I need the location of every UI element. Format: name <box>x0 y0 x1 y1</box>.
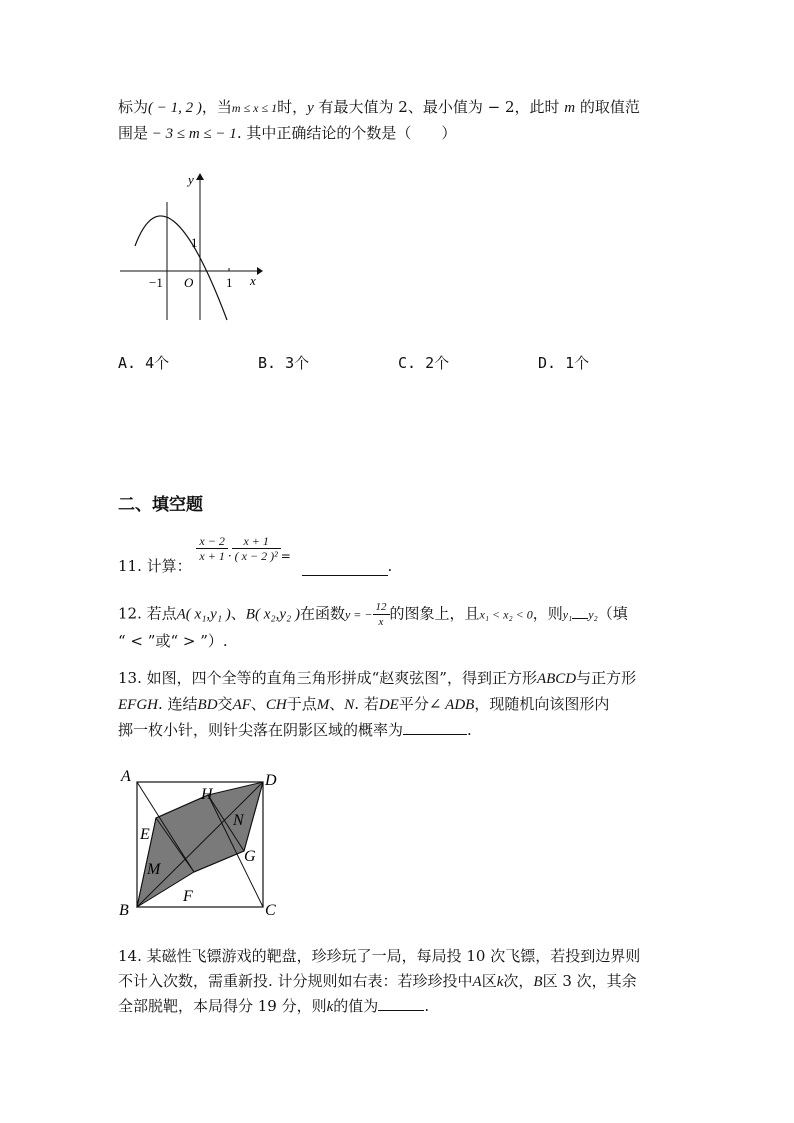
q13-m: M <box>316 697 330 713</box>
q14-line-1: 14. 某磁性飞镖游戏的靶盘，珍珍玩了一局，每局投 10 次飞镖，若投到边界则 <box>118 947 641 965</box>
q14-line-2 <box>118 971 637 992</box>
label-e: E <box>140 826 150 843</box>
label-neg1: −1 <box>149 275 163 290</box>
q13-text: 、 <box>250 695 266 713</box>
q10-range: − 3 ≤ m ≤ − 1 <box>148 126 237 142</box>
q12-text: 、 <box>230 604 246 623</box>
q14-text: 全部脱靶，本局得分 19 分，则 <box>118 997 327 1015</box>
q10-line-2 <box>118 123 456 144</box>
q10-text: 围是 <box>118 124 149 142</box>
choice-a[interactable]: A. 4个 <box>118 354 170 372</box>
q13-text: 、 <box>329 695 345 713</box>
q13-square-efgh: EFGH <box>118 697 158 713</box>
q10-text: 的取值范 <box>575 98 640 116</box>
q10-text: 有最大值为 2、最小值为 − 2，此时 <box>313 98 565 116</box>
q12-line-2: “ < ”或“ > ”）. <box>118 632 228 650</box>
q13-text: . 连结 <box>158 695 198 713</box>
q12-answer-blank[interactable] <box>572 604 588 619</box>
q11-equals: = <box>280 549 291 563</box>
q10-var: m <box>564 100 576 116</box>
q13-line-3 <box>118 720 472 740</box>
q13-line-1 <box>118 668 636 689</box>
q10-text: ，当 <box>201 98 232 116</box>
q10-text: 标为 <box>118 98 149 116</box>
q13-text: . <box>467 721 472 739</box>
q12-y1: y₁ <box>562 607 573 622</box>
q12-y2: y₂ <box>588 607 598 622</box>
choice-b[interactable]: B. 3个 <box>258 354 310 372</box>
q12-line-1 <box>118 600 628 629</box>
q13-de: DE <box>378 697 399 713</box>
q14-text: 次， <box>503 972 534 990</box>
choice-c[interactable]: C. 2个 <box>398 354 450 372</box>
q13-square-abcd: ABCD <box>536 671 577 687</box>
q11-suffix: . <box>387 557 393 575</box>
label-x: x <box>250 273 256 288</box>
q13-bd: BD <box>197 697 218 713</box>
label-y: y <box>188 172 194 187</box>
q12-condition: x₁ < x₂ < 0 <box>479 607 533 622</box>
q12-text: （填 <box>597 604 628 623</box>
label-n: N <box>233 812 244 829</box>
q12-func-fraction: $\frac{12}{x}$ <box>373 600 390 629</box>
q13-text: ，现随机向该图形内 <box>474 695 610 713</box>
q10-condition: m ≤ x ≤ 1 <box>231 101 278 115</box>
q13-text: . 若 <box>354 695 379 713</box>
section-title: 二、填空题 <box>118 495 203 515</box>
label-h: H <box>201 786 213 803</box>
label-c: C <box>265 902 276 919</box>
q14-text: 的值为 <box>333 997 379 1015</box>
q13-af: AF <box>232 697 251 713</box>
q11-fraction-2: $\frac{x + 1}{\text{( x − 2 )²}}$ <box>232 534 281 563</box>
label-g: G <box>244 848 256 865</box>
q12-text: ，则 <box>532 604 563 623</box>
q14-text: . <box>424 997 430 1015</box>
label-m: M <box>147 861 161 878</box>
q14-answer-blank[interactable] <box>378 996 424 1011</box>
q13-text: 掷一枚小针，则针尖落在阴影区域的概率为 <box>118 721 404 739</box>
q10-vertex: ( − 1, 2 ) <box>148 100 202 116</box>
q12-func: y = − <box>344 607 373 622</box>
q13-text: 平分 <box>398 695 429 713</box>
label-d: D <box>265 772 277 789</box>
q13-angle: ∠ ADB <box>428 697 475 713</box>
label-f: F <box>183 888 193 905</box>
y-axis-arrow <box>196 173 204 180</box>
q14-k: k <box>326 999 334 1015</box>
label-1-y: 1 <box>191 235 198 250</box>
q10-parabola-graph <box>115 170 265 325</box>
q10-text: 时， <box>277 98 308 116</box>
q13-text: 13. 如图，四个全等的直角三角形拼成“赵爽弦图”，得到正方形 <box>118 669 537 687</box>
q11-fraction-1: $\frac{x - 2}{x + 1}$ <box>196 534 227 563</box>
parabola-curve <box>135 216 227 320</box>
q13-n: N <box>344 697 355 713</box>
q12-text: 的图象上，且 <box>389 604 480 623</box>
q13-text: 与正方形 <box>576 669 637 687</box>
label-b: B <box>119 902 129 919</box>
label-1-x: 1 <box>226 275 233 290</box>
x-axis-arrow <box>257 267 263 275</box>
q11 <box>118 536 392 576</box>
q13-text: 于点 <box>286 695 317 713</box>
q12-text: 在函数 <box>299 604 345 623</box>
q14-line-3 <box>118 996 429 1017</box>
q13-line-2 <box>118 694 609 715</box>
q10-text: . 其中正确结论的个数是（ ） <box>236 124 457 142</box>
q12-point-b: B( x₂,y₂ ) <box>245 606 300 623</box>
q12-text: 12. 若点 <box>118 604 177 623</box>
label-a: A <box>121 768 131 785</box>
q14-text: 区 3 次，其余 <box>542 972 637 990</box>
q10-line-1 <box>118 97 640 118</box>
q14-text: 区 <box>481 972 497 990</box>
label-origin: O <box>184 275 194 290</box>
q14-text: 不计入次数，需重新投. 计分规则如右表：若珍珍投中 <box>118 972 473 990</box>
q12-point-a: A( x₁,y₁ ) <box>176 606 231 623</box>
q14-area-a: A <box>472 974 482 990</box>
q11-prefix: 11. 计算： <box>118 557 192 575</box>
q14-k: k <box>496 974 504 990</box>
q11-dot: · <box>227 549 232 563</box>
q10-var: y <box>307 100 314 116</box>
choice-d[interactable]: D. 1个 <box>538 354 590 372</box>
q11-answer-blank[interactable] <box>302 561 388 576</box>
q13-text: 交 <box>217 695 233 713</box>
q14-area-b: B <box>533 974 543 990</box>
q13-answer-blank[interactable] <box>403 720 467 735</box>
zhao-shuang-figure <box>115 762 285 920</box>
q13-ch: CH <box>265 697 287 713</box>
